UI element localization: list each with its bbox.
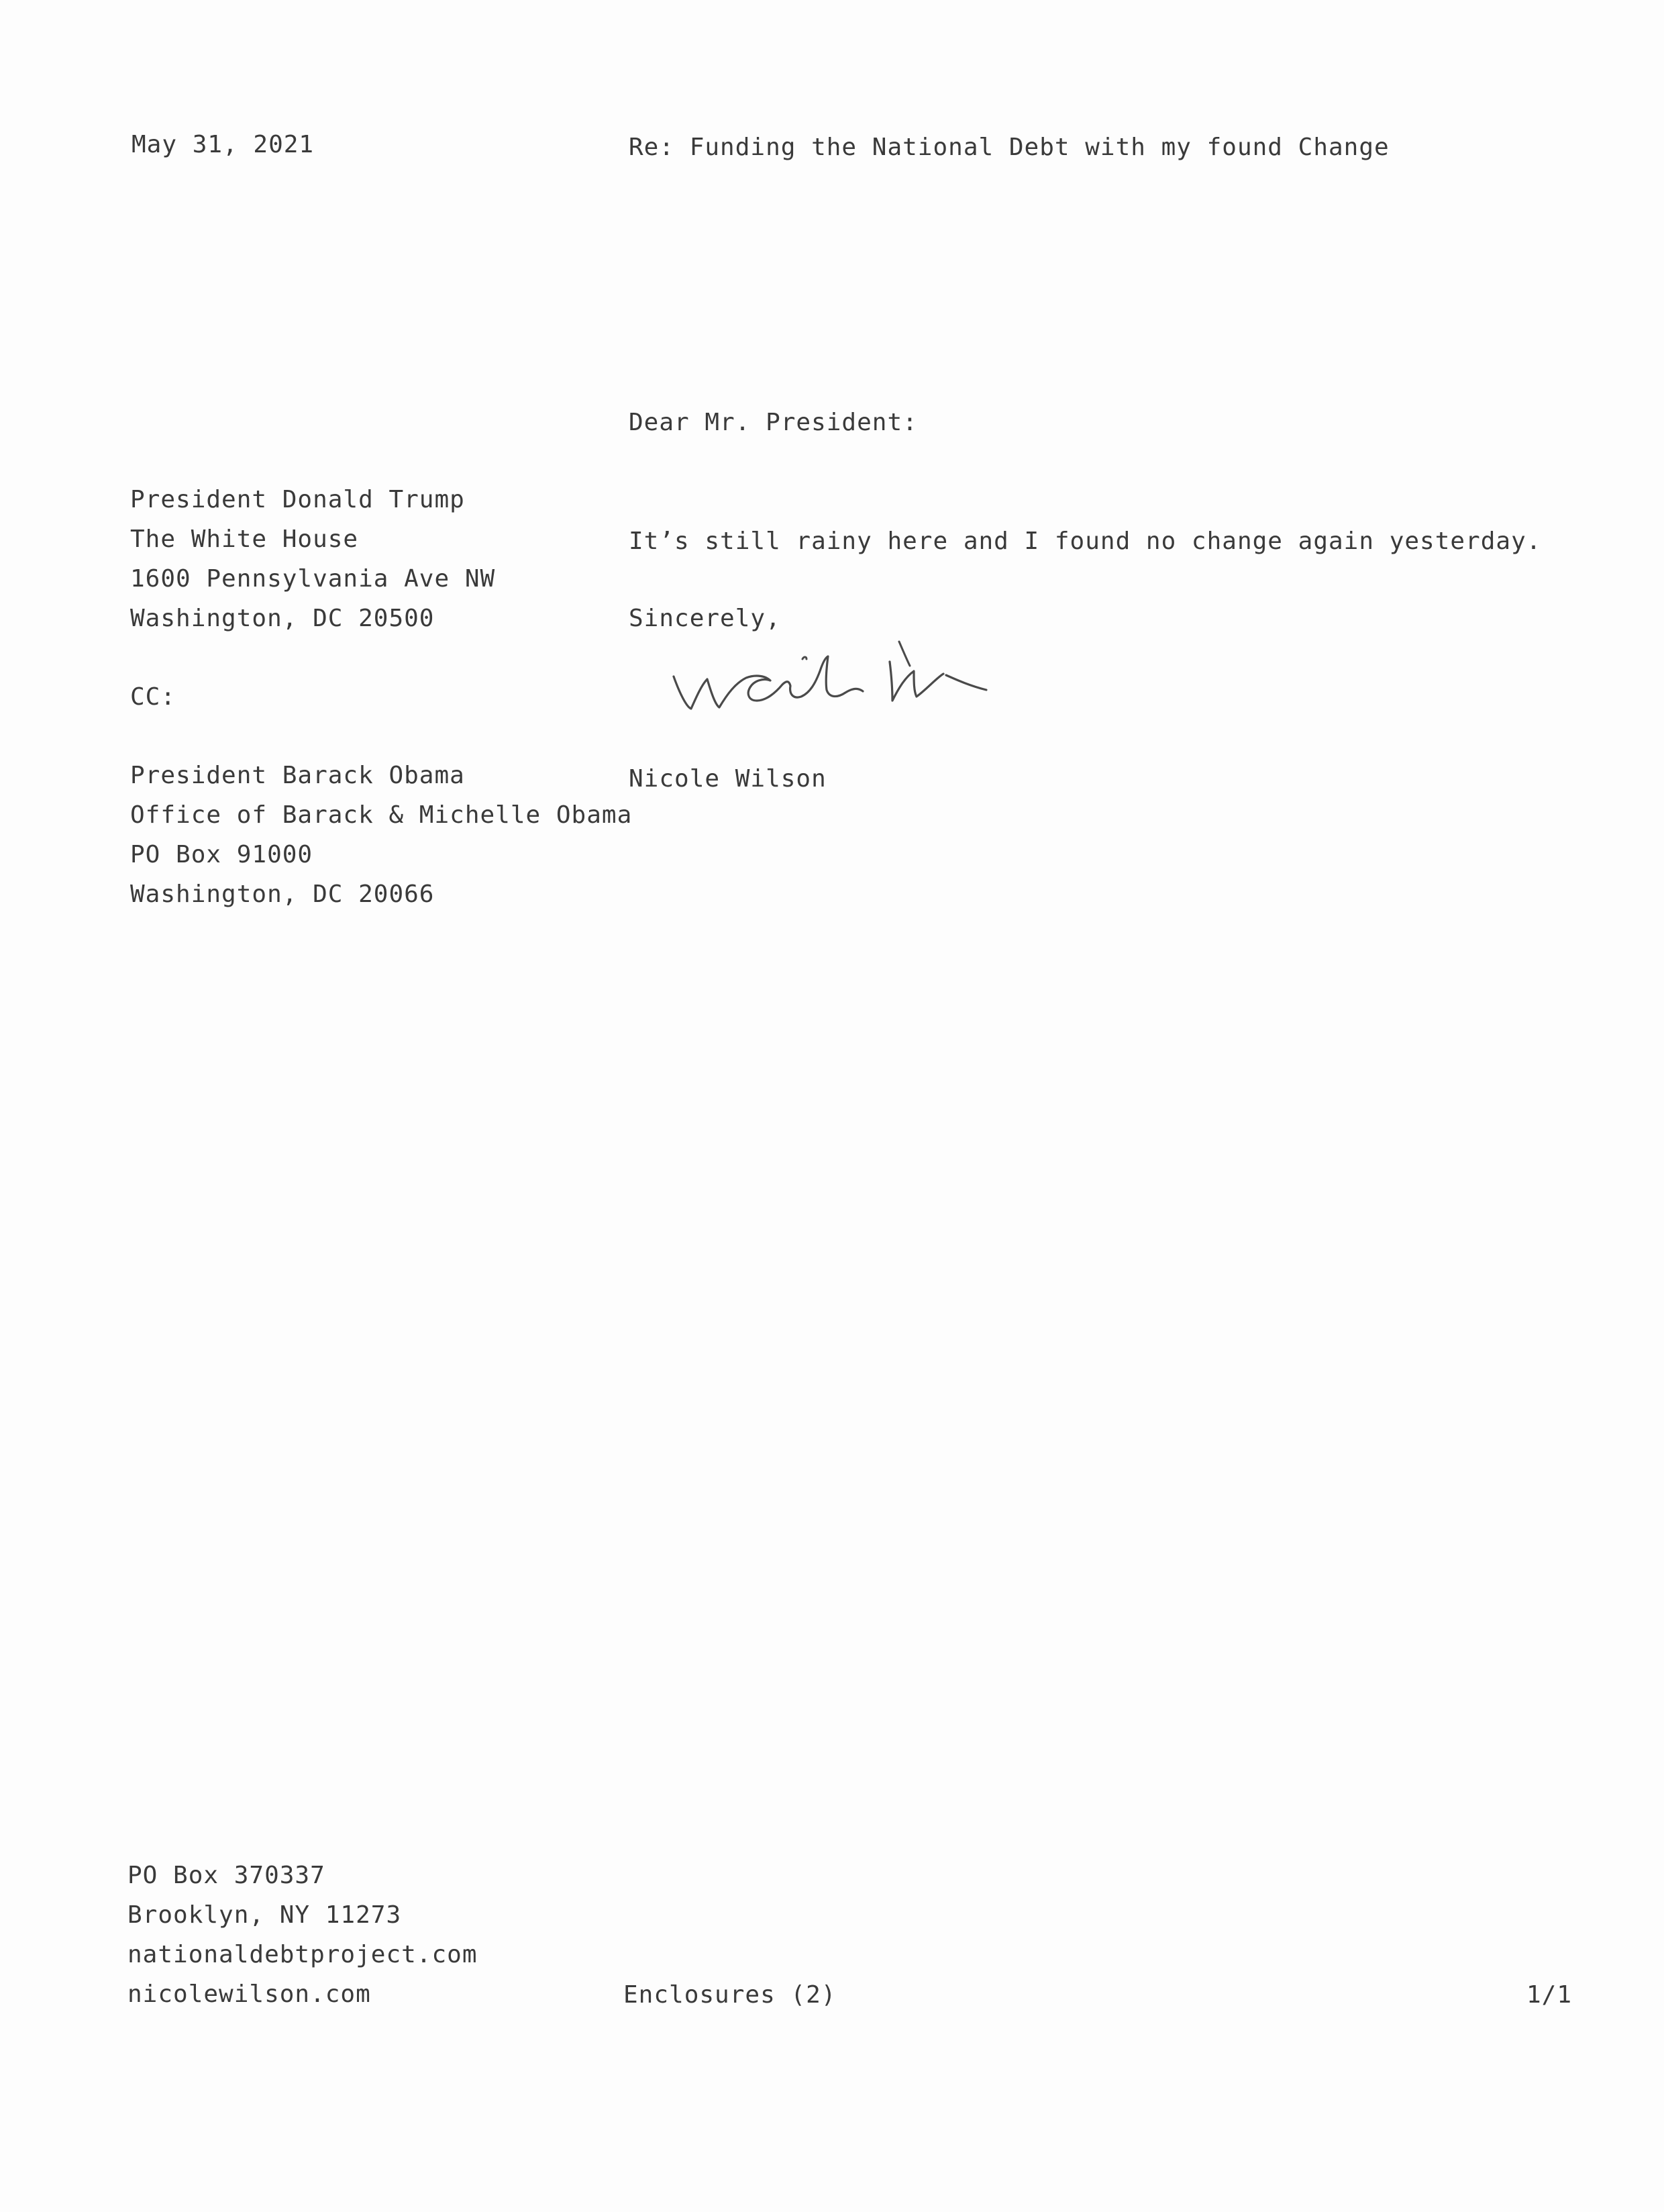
footer-address-line: Brooklyn, NY 11273: [127, 1901, 402, 1929]
recipient-line: President Donald Trump: [130, 486, 465, 513]
handwritten-signature: [671, 636, 1033, 737]
footer-address: [127, 1856, 478, 2014]
footer-address-line: nicolewilson.com: [127, 1980, 371, 2008]
enclosures-note: Enclosures (2): [623, 1981, 837, 2009]
sender-name: Nicole Wilson: [629, 765, 827, 793]
recipient-line: 1600 Pennsylvania Ave NW: [130, 565, 496, 593]
letter-date: May 31, 2021: [132, 131, 315, 158]
salutation: Dear Mr. President:: [629, 409, 918, 436]
recipient-address: [130, 480, 495, 638]
cc-recipient-address: [130, 756, 632, 914]
cc-recipient-line: Office of Barack & Michelle Obama: [130, 801, 633, 829]
cc-label: CC:: [130, 683, 176, 711]
cc-recipient-line: President Barack Obama: [130, 762, 465, 789]
cc-recipient-line: Washington, DC 20066: [130, 881, 435, 908]
recipient-line: Washington, DC 20500: [130, 605, 435, 632]
footer-address-line: nationaldebtproject.com: [127, 1941, 478, 1968]
footer-address-line: PO Box 370337: [127, 1862, 325, 1889]
letter-body: It’s still rainy here and I found no change again yesterday.: [629, 527, 1542, 555]
cc-recipient-line: PO Box 91000: [130, 841, 313, 868]
page-number: 1/1: [1526, 1981, 1573, 2009]
recipient-line: The White House: [130, 525, 359, 553]
letter-subject: Re: Funding the National Debt with my found Change: [629, 134, 1390, 161]
closing: Sincerely,: [629, 605, 781, 632]
